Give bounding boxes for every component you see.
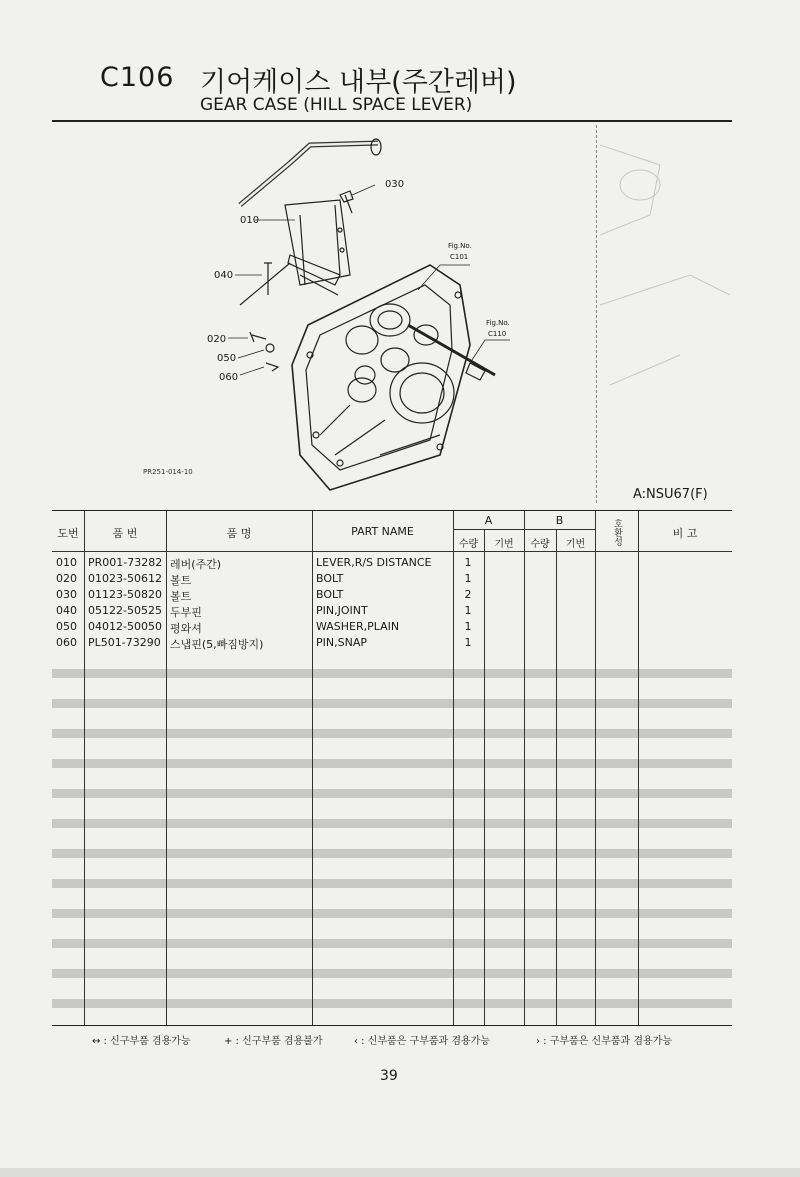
table-stripe — [52, 819, 732, 828]
row-part-name: BOLT — [316, 588, 344, 601]
row-no: 010 — [56, 556, 77, 569]
table-row — [52, 556, 732, 572]
row-no: 040 — [56, 604, 77, 617]
page-title-english: GEAR CASE (HILL SPACE LEVER) — [200, 95, 473, 115]
table-stripe — [52, 759, 732, 768]
row-part-name: BOLT — [316, 572, 344, 585]
fig-ref-value-2: C110 — [488, 330, 507, 338]
row-qty-a: 1 — [464, 556, 472, 569]
page-number: 39 — [380, 1068, 398, 1084]
header-group-b: B — [555, 514, 564, 527]
table-row — [52, 620, 732, 636]
row-name-ko: 볼트 — [170, 590, 192, 603]
header-name-ko: 품 명 — [226, 527, 252, 540]
row-no: 050 — [56, 620, 77, 633]
row-name-ko: 평와셔 — [170, 622, 202, 635]
row-name-ko: 볼트 — [170, 574, 192, 587]
row-name-ko: 두부핀 — [170, 606, 202, 619]
row-qty-a: 1 — [464, 620, 472, 633]
parts-table — [52, 510, 732, 1026]
table-row — [52, 604, 732, 620]
legend-old-for-new: › : 구부품은 신부품과 겸용가능 — [536, 1036, 673, 1047]
bleed-through-drawing — [600, 125, 740, 503]
fig-ref-label-1: Fig.No. — [448, 242, 472, 250]
table-stripe — [52, 669, 732, 678]
table-stripe — [52, 969, 732, 978]
row-qty-a: 2 — [464, 588, 472, 601]
header-qty-a: 수량 — [458, 539, 479, 550]
row-no: 060 — [56, 636, 77, 649]
row-part-no: 05122-50525 — [88, 604, 162, 617]
callout-040: 040 — [214, 270, 234, 281]
table-stripe — [52, 909, 732, 918]
callout-060: 060 — [219, 372, 239, 383]
header-remarks: 비 고 — [672, 527, 698, 540]
figure-divider — [596, 125, 597, 503]
table-stripe — [52, 879, 732, 888]
row-no: 030 — [56, 588, 77, 601]
row-part-no: 01023-50612 — [88, 572, 162, 585]
table-row — [52, 572, 732, 588]
row-part-no: 01123-50820 — [88, 588, 162, 601]
legend-both: ↔ : 신구부품 겸용가능 — [92, 1036, 191, 1047]
legend-new-for-old: ‹ : 신부품은 구부품과 겸용가능 — [354, 1036, 491, 1047]
callout-050: 050 — [217, 353, 237, 364]
table-stripe — [52, 999, 732, 1008]
row-no: 020 — [56, 572, 77, 585]
table-stripe — [52, 849, 732, 858]
header-model-b: 기번 — [565, 539, 586, 550]
fig-ref-value-1: C101 — [450, 253, 469, 261]
row-part-no: 04012-50050 — [88, 620, 162, 633]
model-label: A:NSU67(F) — [633, 487, 708, 502]
section-code: C106 — [100, 62, 175, 93]
header-divider — [52, 551, 732, 552]
header-compat: 호환성 — [612, 518, 622, 546]
header-model-a: 기번 — [494, 539, 514, 550]
row-qty-a: 1 — [464, 636, 472, 649]
table-row — [52, 588, 732, 604]
header-qty-b: 수량 — [530, 539, 550, 550]
row-qty-a: 1 — [464, 604, 472, 617]
header-group-a: A — [484, 514, 493, 527]
row-part-no: PR001-73282 — [88, 556, 163, 569]
row-name-ko: 스냅핀(5,빠짐방지) — [170, 638, 264, 651]
page-title-korean: 기어케이스 내부(주간레버) — [200, 67, 517, 98]
table-stripe — [52, 729, 732, 738]
table-row — [52, 636, 732, 652]
table-stripe — [52, 939, 732, 948]
row-part-name: PIN,JOINT — [316, 604, 368, 617]
legend-none: + : 신구부품 겸용불가 — [224, 1036, 323, 1047]
table-stripe — [52, 699, 732, 708]
scan-edge — [0, 1168, 800, 1177]
exploded-parts-diagram — [140, 135, 590, 495]
header-no: 도번 — [57, 527, 79, 540]
header-part-name: PART NAME — [351, 525, 414, 538]
callout-030: 030 — [385, 179, 405, 190]
row-part-no: PL501-73290 — [88, 636, 161, 649]
table-stripe — [52, 789, 732, 798]
header-part-no: 품 번 — [112, 527, 138, 540]
callout-020: 020 — [207, 334, 227, 345]
row-part-name: WASHER,PLAIN — [316, 620, 400, 633]
drawing-code: PR251-014-10 — [143, 468, 193, 476]
row-part-name: PIN,SNAP — [316, 636, 367, 649]
callout-010: 010 — [240, 215, 260, 226]
fig-ref-label-2: Fig.No. — [486, 319, 510, 327]
row-qty-a: 1 — [464, 572, 472, 585]
header-rule — [52, 120, 732, 122]
row-part-name: LEVER,R/S DISTANCE — [316, 556, 432, 569]
group-divider — [453, 529, 595, 530]
row-name-ko: 레버(주간) — [170, 558, 222, 571]
